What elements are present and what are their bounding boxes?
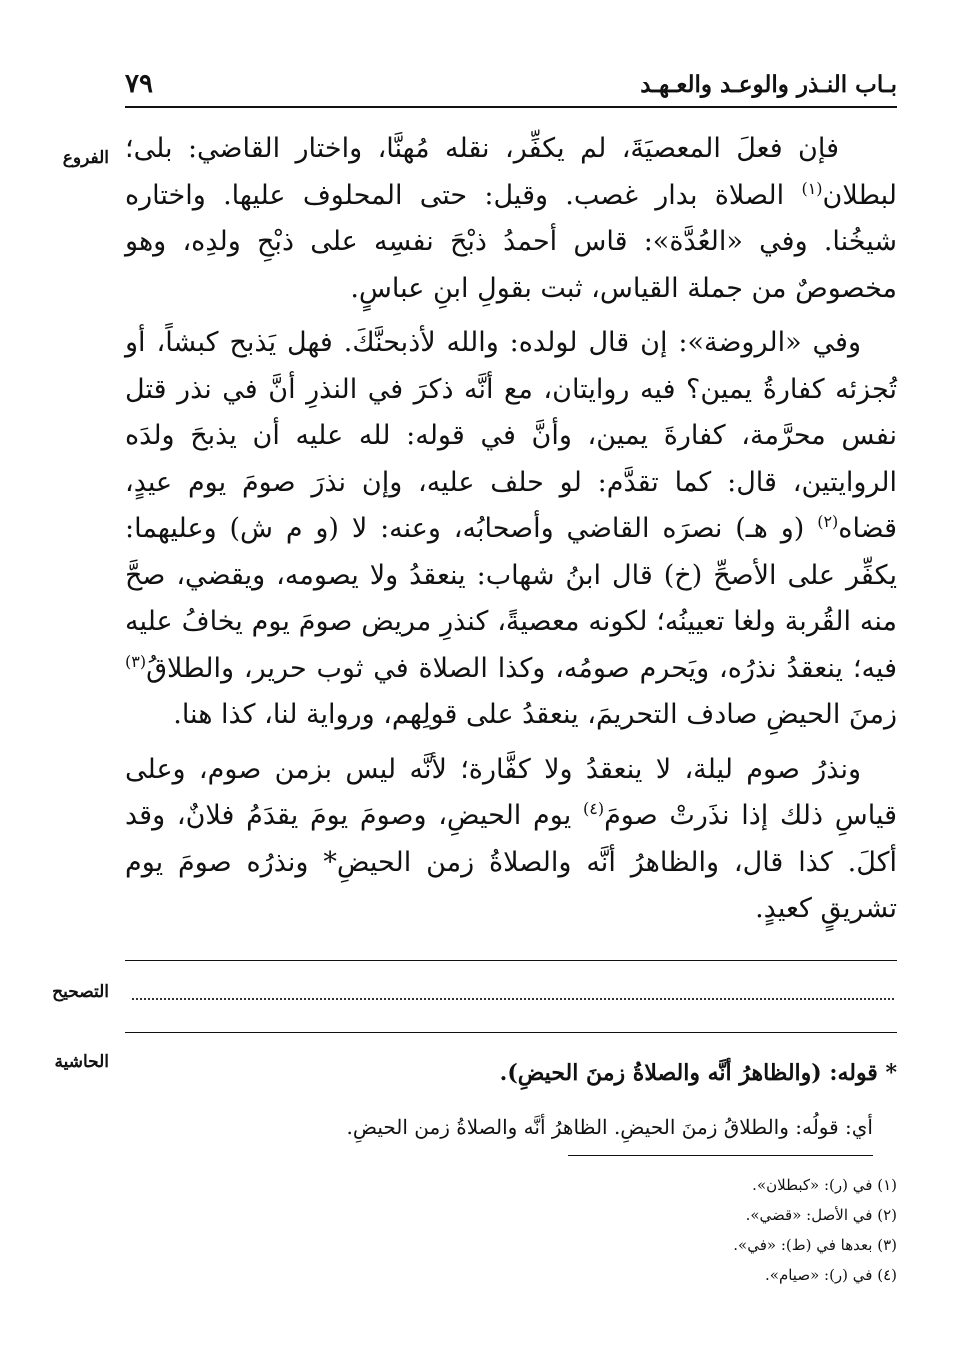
paragraph-1 — [125, 126, 897, 312]
footnote-2: (٢) في الأصل: «قضي». — [745, 1206, 897, 1224]
footnote-1: (١) في (ر): «كبطلان». — [752, 1176, 897, 1194]
footnote-rule — [568, 1155, 873, 1156]
paragraph-2-text-a: وفي «الروضة»: إن قال لولده: والله لأذبحنَّكَ. فهل يَذبح كبشاً، أو تُجزئه كفارةُ يمين؟ فيه روايتان، مع أنَّه ذكرَ في النذرِ أنَّ في نذر قتل نفس محرَّمة، كفارةَ يمين، وأنَّ في قوله: لله عليه أن يذبحَ ولدَه الروايتين، قال: كما تقدَّم: لو حلف عليه، وإن نذرَ صومَ يوم عيدٍ، قضاه — [125, 327, 897, 544]
paragraph-3-text-b: يوم الحيضِ، وصومَ يومَ يقدَمُ فلانٌ، وقد أكلَ. كذا قال، والظاهرُ أنَّه والصلاةُ زمن الحيضِ* ونذرُه صومَ يوم تشريقٍ كعيدٍ. — [125, 800, 897, 924]
paragraph-3 — [125, 747, 897, 933]
footnote-3: (٣) بعدها في (ط): «في». — [733, 1236, 897, 1254]
paragraph-2 — [125, 320, 897, 739]
paragraph-2-text-c: زمنَ الحيضِ صادف التحريمَ، ينعقدُ على قولِهم، ورواية لنا، كذا هنا. — [173, 699, 897, 730]
side-label-furu: الفروع — [62, 148, 109, 168]
footnote-4: (٤) في (ر): «صيام». — [765, 1266, 897, 1284]
paragraph-1-text-a: فإن فعلَ المعصيَةَ، لم يكفِّر، نقله مُهنَّا، واختار القاضي: بلى؛ لبطلان — [125, 133, 897, 211]
page-number: ٧٩ — [125, 69, 153, 99]
footnote-marker-3: (٣) — [125, 651, 147, 671]
paragraph-1-text-b: الصلاة بدار غصب. وقيل: حتى المحلوف عليها. واختاره شيخُنا. وفي «العُدَّة»: قاس أحمدُ ذبْحَ نفسِه على ذبْحِ ولدِه، وهو مخصوصٌ من جملة القياس، ثبت بقولِ ابنِ عباسٍ. — [125, 179, 897, 304]
footnote-marker-1: (١) — [801, 178, 823, 198]
running-header — [125, 64, 897, 104]
footnote-marker-4: (٤) — [582, 799, 605, 818]
hashiya-text: أي: قولُه: والطلاقُ زمنَ الحيضِ. الظاهرُ أنَّه والصلاةُ زمن الحيضِ. — [346, 1115, 873, 1139]
footnote-marker-2: (٢) — [817, 512, 839, 531]
hashiya-heading: * قوله: (والظاهرُ أنَّه والصلاةُ زمنَ الحيضِ). — [499, 1060, 897, 1086]
side-label-hashiya: الحاشية — [54, 1052, 109, 1072]
tashih-dotted-line — [132, 998, 894, 1000]
paragraph-3-text-a: ونذرُ صوم ليلة، لا ينعقدُ ولا كفَّارة؛ لأنَّه ليس بزمن صوم، وعلى قياسِ ذلك إذا نذَرتْ صومَ — [125, 753, 898, 831]
main-text — [125, 126, 897, 941]
section-rule-hashiya-top — [125, 1032, 897, 1033]
running-title: بـاب النـذر والوعـد والعـهـد — [640, 70, 897, 98]
header-rule — [125, 106, 897, 108]
section-rule-tashih-top — [125, 960, 897, 961]
side-label-tashih: التصحيح — [52, 982, 109, 1002]
footnotes — [125, 1170, 897, 1290]
paragraph-2-text-b: (و هـ) نصرَه القاضي وأصحابُه، وعنه: لا (و م ش) وعليهما: يكفِّر على الأصحِّ (خ) قال ابنُ شهاب: ينعقدُ ولا يصومه، ويقضي، صحَّ منه القُربة ولغا تعيينُه؛ لكونه معصيةً، كنذرِ مريض صومَ يوم يخافُ عليه فيه؛ ينعقدُ نذرُه، ويَحرم صومُه، وكذا الصلاة في ثوب حرير، والطلاقُ — [125, 513, 897, 684]
